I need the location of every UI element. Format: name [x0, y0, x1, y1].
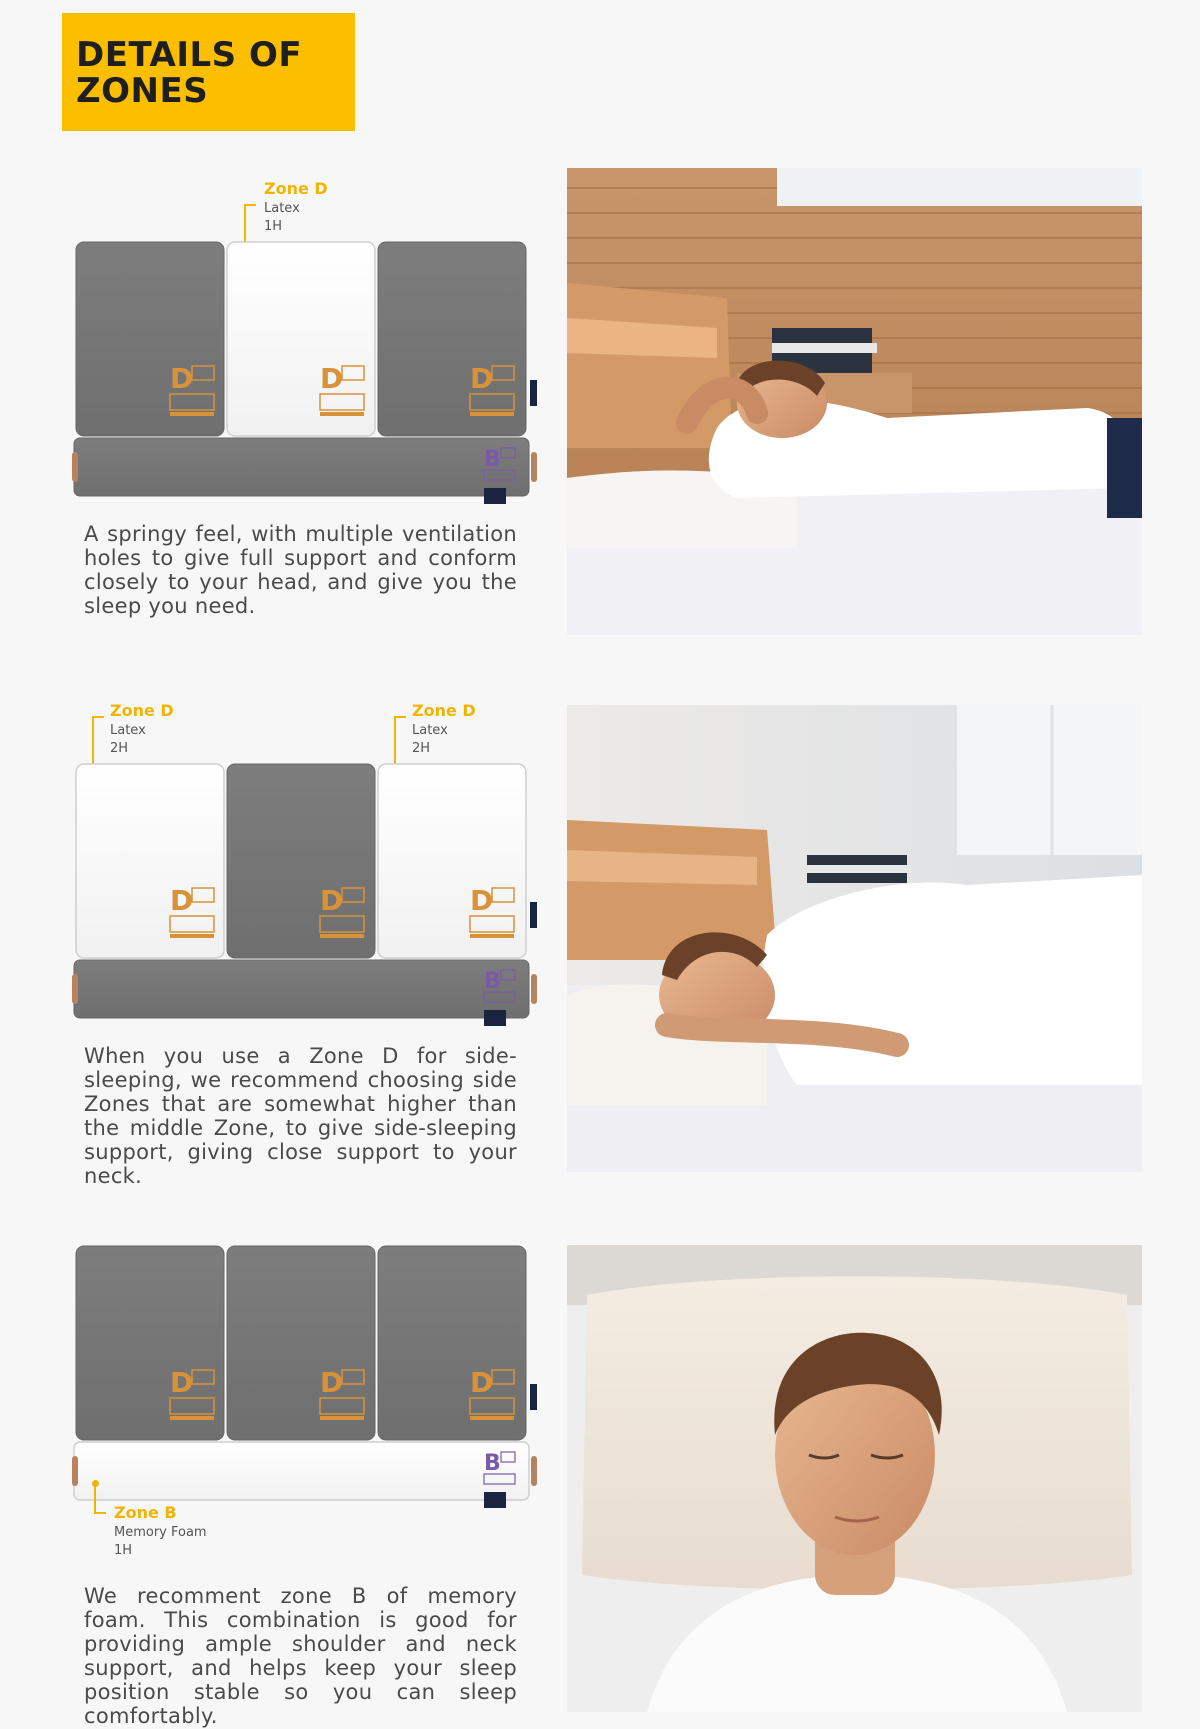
zone-callout: [94, 1480, 234, 1562]
zone-section-1: [0, 168, 1200, 636]
zone-material: Latex: [110, 723, 146, 738]
sleeping-photo: [567, 705, 1142, 1172]
pillow-diagram: [72, 240, 537, 510]
sleeping-photo: [567, 1245, 1142, 1712]
brand-tag: [530, 902, 537, 928]
svg-text:D: D: [470, 1366, 494, 1399]
zone-material: Latex: [412, 723, 448, 738]
brand-tag: [484, 1010, 506, 1026]
zone-description: We recomment zone B of memory foam. This combination is good for providing ample shoulder and neck support, and helps keep your sleep position stable so you can sleep comfortably.: [84, 1584, 517, 1728]
svg-text:D: D: [470, 362, 494, 395]
zone-height: 2H: [412, 741, 431, 756]
zone-section-2: [0, 700, 1200, 1188]
page-title: DETAILS OF ZONES: [76, 35, 303, 111]
zone-callout: [244, 178, 364, 248]
brand-tag: [484, 488, 506, 504]
brand-tag: [484, 1492, 506, 1508]
zone-material: Latex: [264, 201, 300, 216]
pillow-diagram: [72, 762, 537, 1032]
sleeping-photo: [567, 168, 1142, 635]
zone-label: Zone D: [110, 701, 174, 720]
zone-height: 1H: [264, 219, 283, 234]
zone-label: Zone B: [114, 1503, 177, 1522]
zone-height: 1H: [114, 1543, 133, 1558]
brand-tag: [530, 1384, 537, 1410]
svg-text:B: B: [484, 447, 501, 472]
svg-text:D: D: [320, 362, 344, 395]
svg-text:D: D: [320, 1366, 344, 1399]
svg-text:D: D: [170, 362, 194, 395]
brand-tag: [530, 380, 537, 406]
zone-label: Zone D: [412, 701, 476, 720]
zone-description: A springy feel, with multiple ventilation holes to give full support and conform closely to your head, and give you the sleep you need.: [84, 522, 517, 618]
svg-text:B: B: [484, 1451, 501, 1476]
pillow-diagram: [72, 1244, 537, 1514]
svg-text:B: B: [484, 969, 501, 994]
zone-label: Zone D: [264, 179, 328, 198]
zone-description: When you use a Zone D for side-sleeping, we recommend choosing side Zones that are somewhat higher than the middle Zone, to give side-sleeping support, giving close support to your neck.: [84, 1044, 517, 1188]
svg-text:D: D: [170, 884, 194, 917]
svg-text:D: D: [170, 1366, 194, 1399]
zone-height: 2H: [110, 741, 129, 756]
svg-text:D: D: [320, 884, 344, 917]
zone-section-3: [0, 1244, 1200, 1728]
section-header: [62, 13, 355, 131]
svg-text:D: D: [470, 884, 494, 917]
callout-bracket: [94, 1484, 106, 1514]
zone-material: Memory Foam: [114, 1525, 207, 1540]
